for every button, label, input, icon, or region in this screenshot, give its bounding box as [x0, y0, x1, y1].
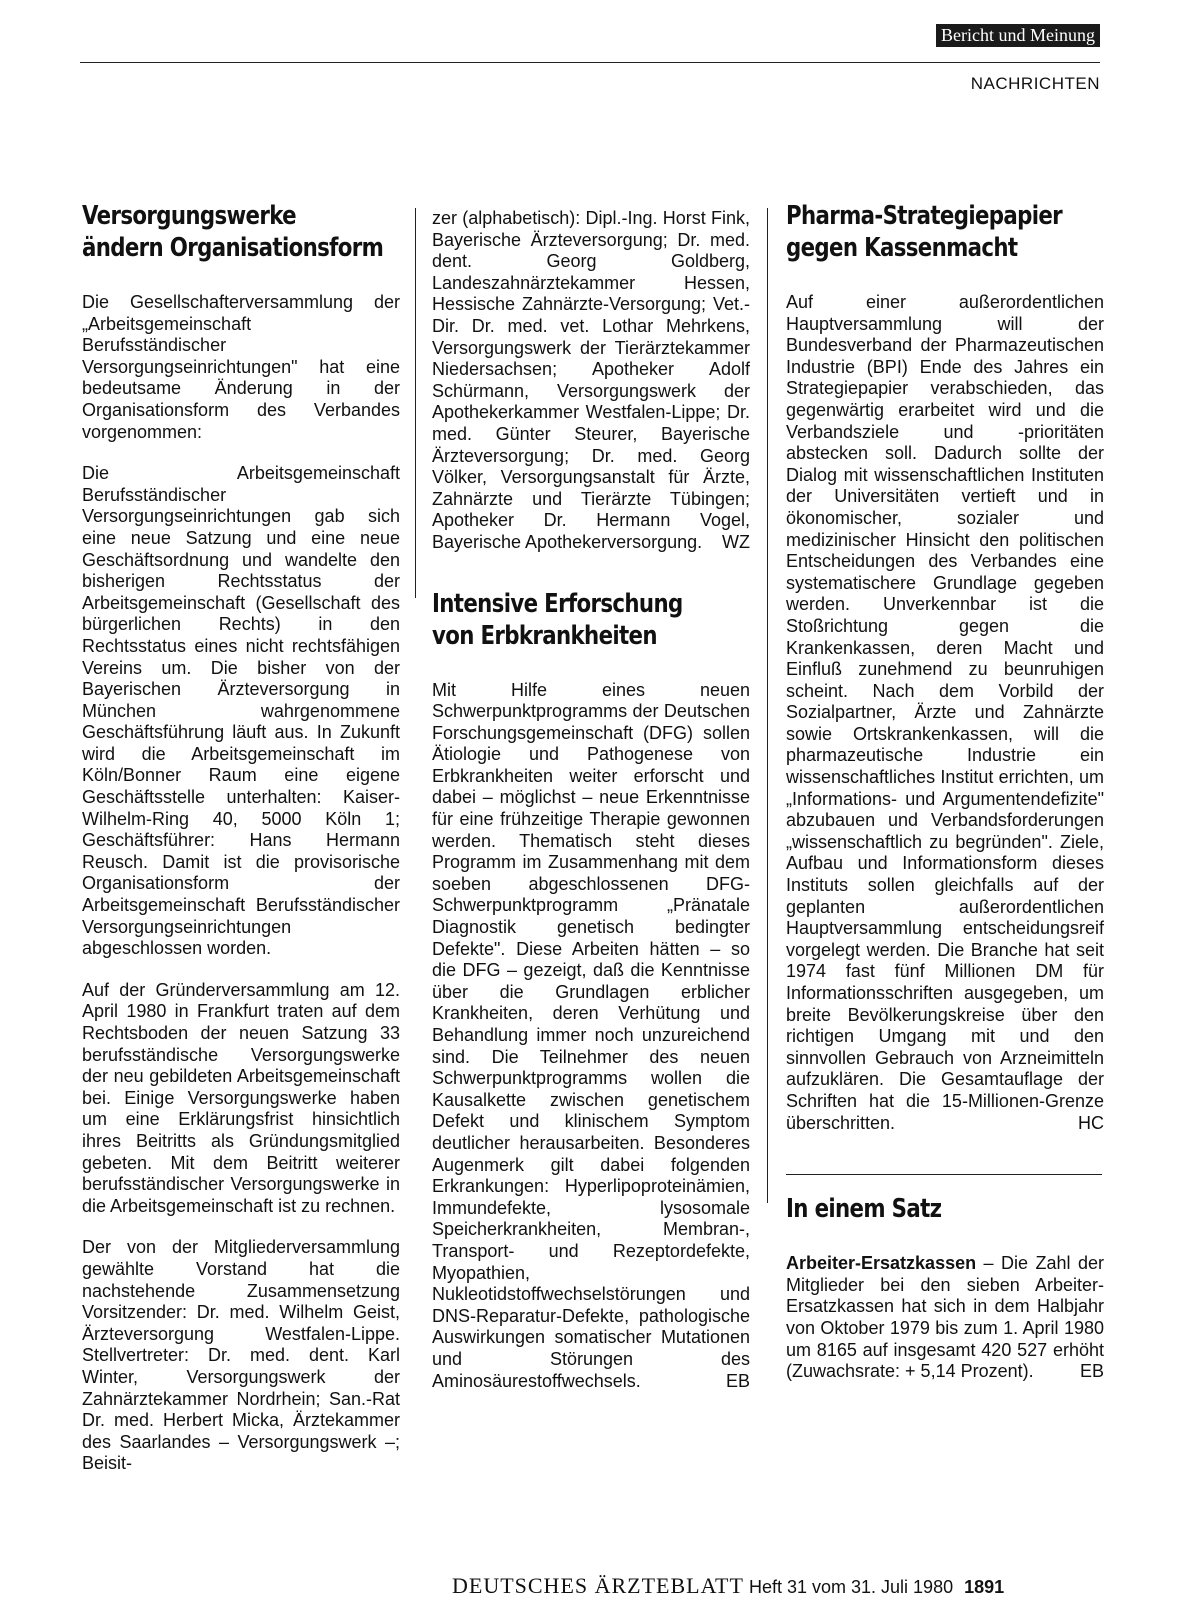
- paragraph-text: zer (alphabetisch): Dipl.-Ing. Horst Fink, Bayerische Ärzteversorgung; Dr. med. dent. Georg Goldberg, Landeszahnärztekammer Hessen, Hessische Zahnärzte-Versorgung; Vet.-Dir. Dr. med. vet. Lothar Mehrkens, Versorgungswerk der Tierärztekammer Niedersachsen; Apotheker Adolf Schürmann, Versorgungswerk der Apothekerkammer Westfalen-Lippe; Dr. med. Günter Steurer, Bayerische Ärzteversorgung; Dr. med. Georg Völker, Versorgungsanstalt für Ärzte, Zahnärzte und Tierärzte Tübingen; Apotheker Dr. Hermann Vogel, Bayerische Apothekerversorgung.: [432, 208, 750, 552]
- title-line: ändern Organisationsform: [82, 233, 384, 263]
- column-2: [432, 208, 750, 1412]
- title-line: gegen Kassenmacht: [786, 233, 1018, 263]
- page-footer: [452, 1573, 1004, 1599]
- article-paragraph: [786, 292, 1104, 1134]
- paragraph-text: Mit Hilfe eines neuen Schwerpunktprogramms der Deutschen Forschungsgemeinschaft (DFG) sollen Ätiologie und Pathogenese von Erbkrankheiten weiter erforscht und dabei – möglichst – neue Erkenntnisse für eine frühzeitige Therapie gewonnen werden. Thematisch steht dieses Programm im Zusammenhang mit dem soeben abgeschlossenen DFG-Schwerpunktprogramm „Pränatale Diagnostik genetisch bedingter Defekte". Diese Arbeiten hätten – so die DFG – gezeigt, daß die Kenntnisse über die Grundlagen erblicher Krankheiten, deren Verhütung und Behandlung immer noch unzureichend sind. Die Teilnehmer des neuen Schwerpunktprogramms wollen die Kausalkette zwischen genetischem Defekt und klinischem Symptom deutlicher herausarbeiten. Besonderes Augenmerk gilt dabei folgenden Erkrankungen: Hyperlipoproteinämien, Immundefekte, lysosomale Speicherkrankheiten, Membran-, Transport- und Rezeptordefekte, Myopathien, Nukleotidstoffwechselstörungen und DNS-Reparatur-Defekte, pathologische Auswirkungen somatischer Mutationen und Störungen des Aminosäurestoffwechsels.: [432, 679, 750, 1391]
- news-lead: Arbeiter-Ersatzkassen: [786, 1253, 977, 1274]
- article-paragraph: [432, 208, 750, 554]
- column-1: [82, 200, 400, 1495]
- page-number: 1891: [964, 1577, 1005, 1597]
- title-line: Pharma-Strategiepapier: [786, 201, 1063, 231]
- article-paragraph: Der von der Mitgliederversammlung gewählte Vorstand hat die nachstehende Zusammensetzung Vorsitzender: Dr. med. Wilhelm Geist, Ärzteversorgung Westfalen-Lippe. Stellvertreter: Dr. med. dent. Karl Winter, Versorgungswerk der Zahnärztekammer Nordrhein; San.-Rat Dr. med. Herbert Micka, Ärztekammer des Saarlandes – Versorgungswerk –; Beisit-: [82, 1237, 400, 1474]
- column-3: [786, 200, 1104, 1403]
- column-divider: [767, 208, 768, 1203]
- header-rule: [80, 62, 1100, 63]
- article-paragraph: [432, 680, 750, 1393]
- section-label: NACHRICHTEN: [970, 74, 1100, 93]
- author-signature: WZ: [722, 531, 750, 552]
- article-title: [432, 588, 693, 652]
- article-paragraph: Die Arbeitsgemeinschaft Berufsständischer Versorgungseinrichtungen gab sich eine neue Satzung und eine neue Geschäftsordnung und wandelte den bisherigen Rechtsstatus der Arbeitsgemeinschaft (Gesellschaft des bürgerlichen Rechts) in den Rechtsstatus eines nicht rechtsfähigen Vereins um. Die bisher von der Bayerischen Ärzteversorgung in München wahrgenommene Geschäftsführung läuft aus. In Zukunft wird die Arbeitsgemeinschaft im Köln/Bonner Raum eine eigene Geschäftsstelle unterhalten: Kaiser-Wilhelm-Ring 40, 5000 Köln 1; Geschäftsführer: Hans Hermann Reusch. Damit ist die provisorische Organisationsform der Arbeitsgemeinschaft Berufsständischer Versorgungseinrichtungen abgeschlossen worden.: [82, 463, 400, 959]
- article-paragraph: [786, 1253, 1104, 1383]
- title-line: Versorgungswerke: [82, 201, 296, 231]
- title-line: von Erbkrankheiten: [432, 620, 657, 651]
- journal-name: DEUTSCHES ÄRZTEBLATT: [452, 1573, 744, 1598]
- article-title: In einem Satz: [786, 1194, 942, 1225]
- article-paragraph: Auf der Gründerversammlung am 12. April 1980 in Frankfurt traten auf dem Rechtsboden der neuen Satzung 33 berufsständische Versorgungswerke der neu gebildeten Arbeitsgemeinschaft bei. Einige Versorgungswerke haben um eine Erklärungsfrist hinsichtlich ihres Beitritts als Gründungsmitglied gebeten. Mit dem Beitritt weiterer berufsständischer Versorgungswerke in die Arbeitsgemeinschaft ist zu rechnen.: [82, 979, 400, 1216]
- article-title: [82, 200, 384, 264]
- article-paragraph: Die Gesellschafterversammlung der „Arbeitsgemeinschaft Berufsständischer Versorgungseinrichtungen" hat eine bedeutsame Änderung in der Organisationsform des Verbandes vorgenommen:: [82, 292, 400, 442]
- author-signature: HC: [1078, 1112, 1104, 1133]
- issue-info: Heft 31 vom 31. Juli 1980: [748, 1577, 954, 1597]
- paragraph-text: – Die Zahl der Mitglieder bei den sieben Arbeiter-Ersatzkassen hat sich in dem Halbjahr von Oktober 1979 bis zum 1. April 1980 um 8165 auf insgesamt 420 527 erhöht (Zuwachsrate: + 5,14 Prozent).: [786, 1253, 1104, 1382]
- column-divider: [415, 208, 416, 598]
- title-line: Intensive Erforschung: [432, 588, 683, 619]
- section-rule: [786, 1174, 1102, 1175]
- author-signature: EB: [1079, 1361, 1104, 1382]
- author-signature: EB: [725, 1370, 750, 1391]
- paragraph-text: Auf einer außerordentlichen Hauptversammlung will der Bundesverband der Pharmazeutischen Industrie (BPI) Ende des Jahres ein Strategiepapier verabschieden, das gegenwärtig erarbeitet wird und die Verbandsziele und -prioritäten abstecken soll. Dadurch sollte der Dialog mit wissenschaftlichen Instituten der Universitäten vertieft und in ökonomischer, sozialer und medizinischer Hinsicht den politischen Entscheidungen des Verbandes eine systematischere Grundlage gegeben werden. Unverkennbar ist die Stoßrichtung gegen die Krankenkassen, deren Macht und Einfluß zunehmend zu beunruhigen scheint. Nach dem Vorbild der Sozialpartner, Ärzte und Zahnärzte sowie Ortskrankenkassen, will die pharmazeutische Industrie ein wissenschaftliches Institut errichten, um „Informations- und Argumentendefizite" abzubauen und Verbandsforderungen „wissenschaftlich zu begründen". Ziele, Aufbau und Informationsform dieses Instituts sollen gleichfalls auf der geplanten außerordentlichen Hauptversammlung entscheidungsreif vorgelegt werden. Die Branche hat seit 1974 fast fünf Millionen DM für Informationsschriften ausgegeben, um breite Bevölkerungskreise über den richtigen Umgang mit und den sinnvollen Gebrauch von Arzneimitteln aufzuklären. Die Gesamtauflage der Schriften hat die 15-Millionen-Grenze überschritten.: [786, 292, 1104, 1133]
- rubric-label: Bericht und Meinung: [936, 24, 1100, 47]
- article-title: [786, 200, 1063, 264]
